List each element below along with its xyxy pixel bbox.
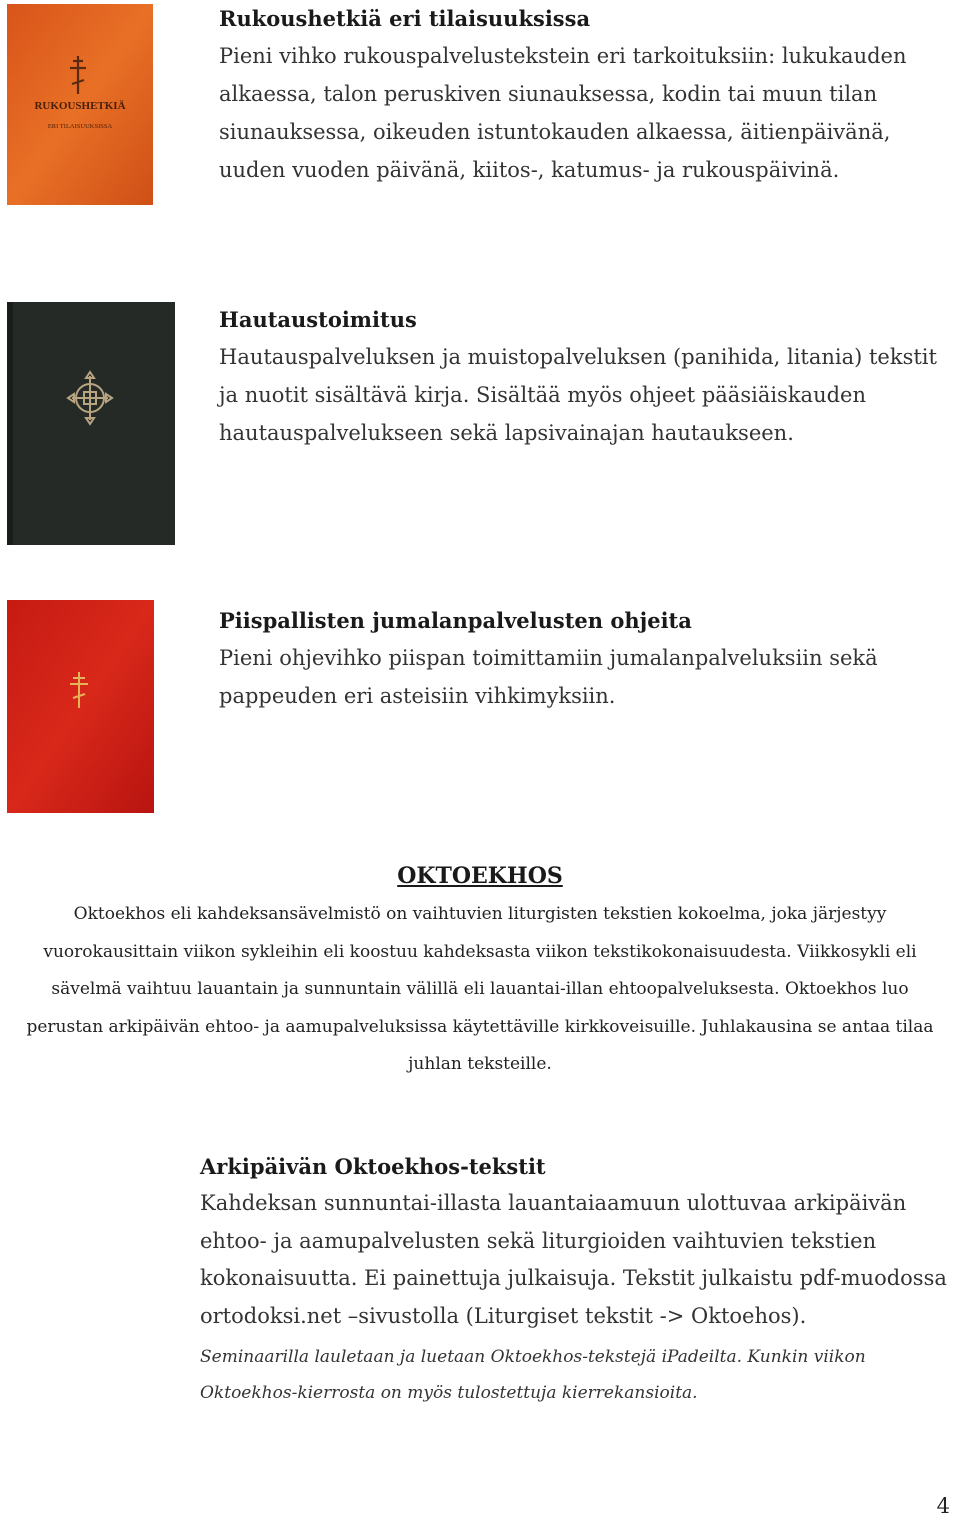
entry-rukoushetkia bbox=[219, 0, 959, 189]
entry-description: Pieni ohjevihko piispan toimittamiin jumalanpalveluksiin sekä pappeuden eri asteisiin vihkimyksiin. bbox=[219, 646, 878, 708]
entry-description: Pieni vihko rukouspalvelustekstein eri tarkoituksiin: lukukauden alkaessa, talon peruskiven siunauksessa, kodin tai muun tilan siunauksessa, oikeuden istuntokauden alkaessa, äitienpäivänä, uuden vuoden päivänä, kiitos-, katumus- ja rukouspäivinä. bbox=[219, 44, 907, 182]
book-cover-piispallisten bbox=[7, 600, 154, 813]
section-title: OKTOEKHOS bbox=[397, 863, 563, 889]
entry-description: Kahdeksan sunnuntai-illasta lauantaiaamuun ulottuvaa arkipäivän ehtoo- ja aamupalvelusten sekä liturgioiden vaihtuvien tekstien kokonaisuutta. Ei painettuja julkaisuja. Tekstit julkaistu pdf-muodossa ortodoksi.net –sivustolla (Liturgiset tekstit -> Oktoehos). bbox=[200, 1191, 947, 1328]
entry-hautaustoimitus bbox=[219, 301, 959, 452]
entry-note: Seminaarilla lauletaan ja luetaan Oktoekhos-tekstejä iPadeilta. Kunkin viikon Oktoekhos-kierrosta on myös tulostettuja kierrekansioita. bbox=[200, 1347, 866, 1403]
entry-title: Hautaustoimitus bbox=[219, 307, 417, 332]
cover-subtitle: ERI TILAISUUKSISSA bbox=[47, 123, 113, 130]
entry-title: Piispallisten jumalanpalvelusten ohjeita bbox=[219, 608, 692, 633]
entry-title: Arkipäivän Oktoekhos-tekstit bbox=[200, 1154, 546, 1179]
entry-piispallisten bbox=[219, 602, 959, 715]
entry-arkipaivan-oktoekhos bbox=[200, 1148, 950, 1411]
section-body: Oktoekhos eli kahdeksansävelmistö on vaihtuvien liturgisten tekstien kokoelma, joka järjestyy vuorokausittain viikon sykleihin eli koostuu kahdeksasta viikon tekstikokonaisuudesta. Viikkosykli eli sävelmä vaihtuu lauantain ja sunnuntain välillä eli lauantai-illan ehtoopalveluksesta. Oktoekhos luo perustan arkipäivän ehtoo- ja aamupalveluksissa käytettäville kirkkoveisuille. Juhlakausina se antaa tilaa juhlan teksteille. bbox=[26, 904, 934, 1074]
entry-description: Hautauspalveluksen ja muistopalveluksen (panihida, litania) tekstit ja nuotit sisältävä kirja. Sisältää myös ohjeet pääsiäiskauden hautauspalvelukseen sekä lapsivainajan hautaukseen. bbox=[219, 345, 937, 445]
entry-title: Rukoushetkiä eri tilaisuuksissa bbox=[219, 6, 591, 31]
page-number: 4 bbox=[936, 1494, 950, 1518]
book-cover-hautaustoimitus bbox=[7, 302, 175, 545]
cover-title: RUKOUSHETKIÄ bbox=[34, 100, 126, 112]
book-cover-rukoushetkia bbox=[7, 4, 153, 205]
